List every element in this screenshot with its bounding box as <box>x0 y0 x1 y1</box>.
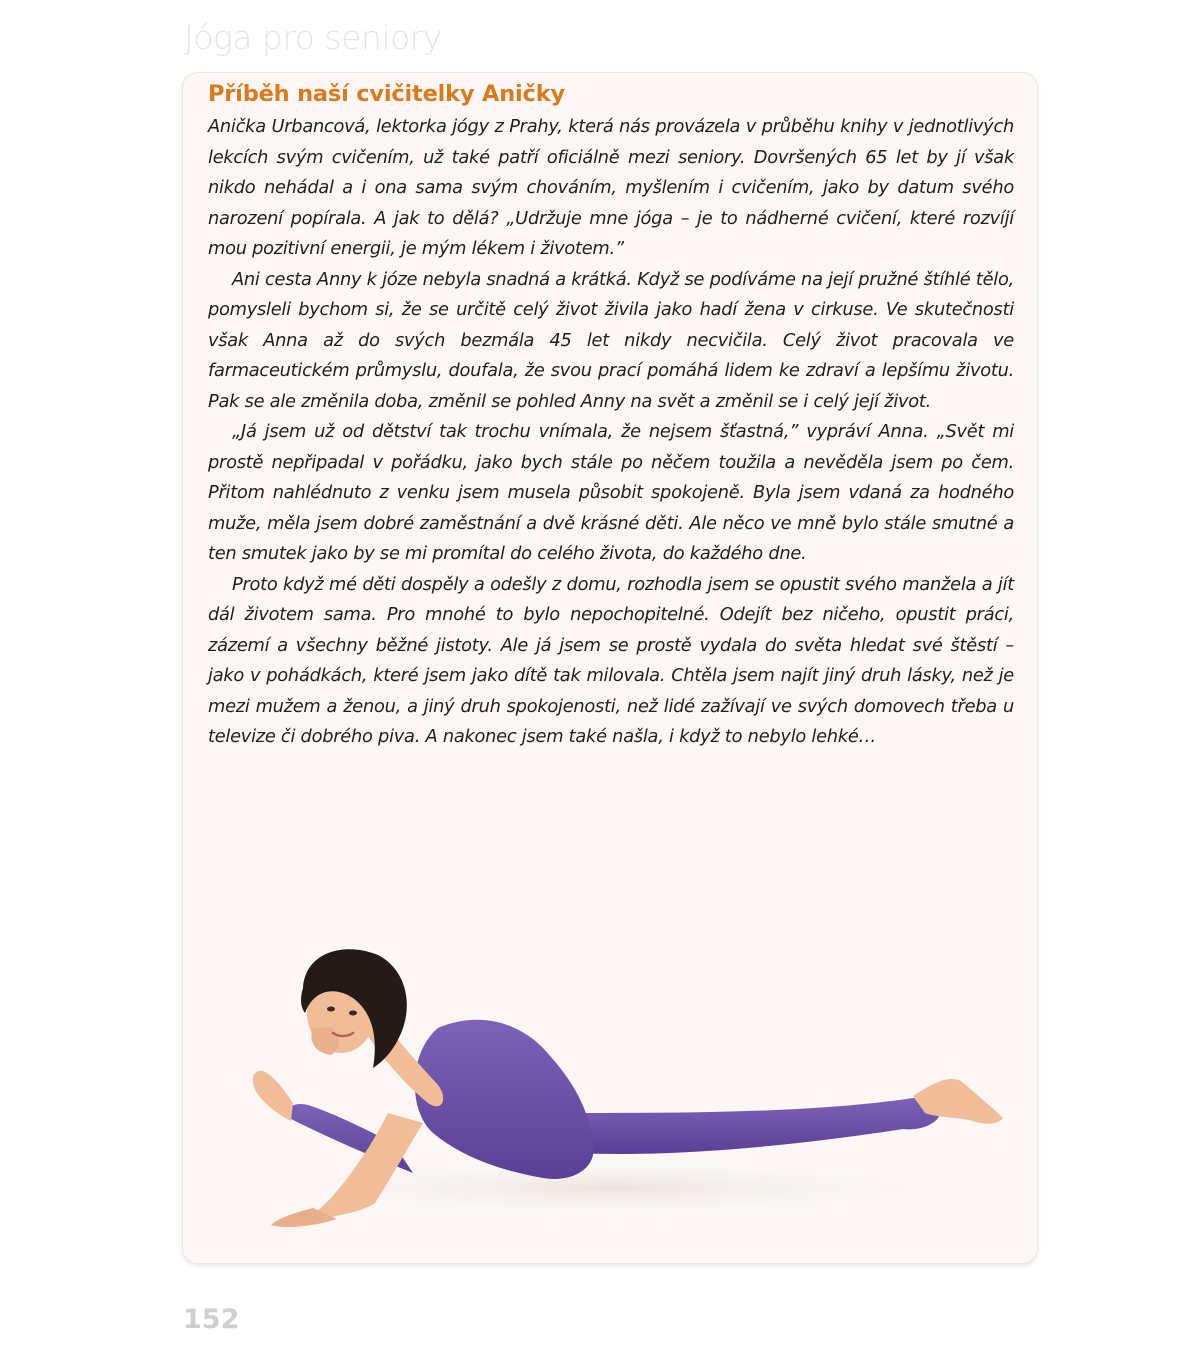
story-box <box>182 72 1038 1264</box>
story-text <box>208 112 1014 753</box>
paragraph-4: Proto když mé děti dospěly a odešly z domu, rozhodla jsem se opustit svého manžela a jít dál životem sama. Pro mnohé to bylo nepochopitelné. Odejít bez ničeho, opustit práci, zázemí a všechny běžné jistoty. Ale já jsem se prostě vydala do světa hledat své štěstí – jako v pohádkách, které jsem jako dítě tak milovala. Chtěla jsem najít jiný druh lásky, než je mezi mužem a ženou, a jiný druh spokojenosti, než lidé zažívají ve svých domovech třeba u televize či dobrého piva. A nakonec jsem také našla, i když to nebylo lehké… <box>208 573 1014 747</box>
page-number: 152 <box>183 1304 240 1335</box>
box-title: Příběh naší cvičitelky Aničky <box>208 81 565 107</box>
running-header: Jóga pro seniory <box>184 18 442 57</box>
paragraph-3: „Já jsem už od dětství tak trochu vnímala, že nejsem šťastná,” vypráví Anna. „Svět mi prostě nepřipadal v pořádku, jako bych stále po něčem toužila a nevěděla jsem po čem. Přitom nahlédnuto z venku jsem musela působit spokojeně. Byla jsem vdaná za hodného muže, měla jsem dobré zaměstnání a dvě krásné děti. Ale něco ve mně bylo stále smutné a ten smutek jako by se mi promítal do celého života, do každého dne. <box>208 421 1014 564</box>
yoga-pose-photo <box>213 813 1013 1233</box>
paragraph-2: Ani cesta Anny k józe nebyla snadná a krátká. Když se podíváme na její pružné štíhlé tělo, pomysleli bychom si, že se určitě celý život živila jako hadí žena v cirkuse. Ve skutečnosti však Anna až do svých bezmála 45 let nikdy necvičila. Celý život pracovala ve farmaceutickém průmyslu, doufala, že svou prací pomáhá lidem ke zdraví a lepšímu životu. Pak se ale změnila doba, změnil se pohled Anny na svět a změnil se i celý její život. <box>208 268 1014 412</box>
paragraph-1: Anička Urbancová, lektorka jógy z Prahy, která nás provázela v průběhu knihy v jednotlivých lekcích svým cvičením, už také patří oficiálně mezi seniory. Dovršených 65 let by jí však nikdo nehádal a i ona sama svým chováním, myšlením i cvičením, jako by datum svého narození popírala. A jak to dělá? „Udržuje mne jóga – je to nádherné cvičení, které rozvíjí mou pozitivní energii, je mým lékem i životem.” <box>208 116 1014 259</box>
